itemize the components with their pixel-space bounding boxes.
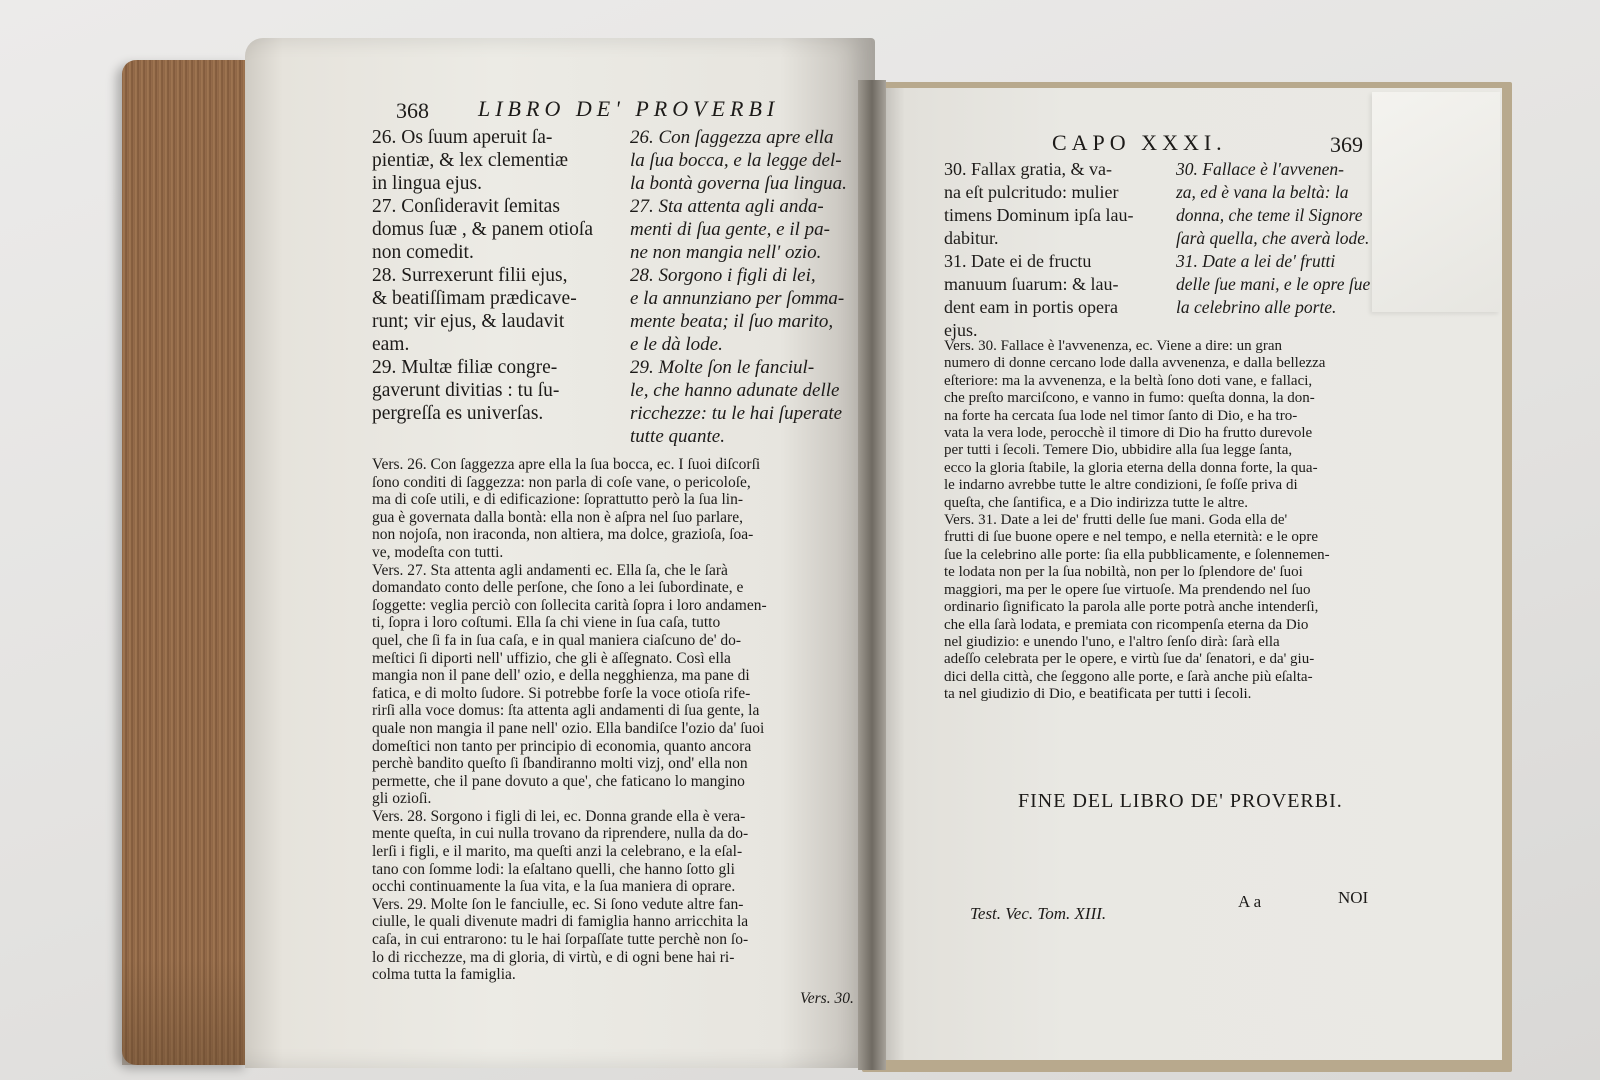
note-line: Vers. 31. Date a lei de' frutti delle ſue mani. Goda ella de' — [944, 512, 1288, 529]
note-line: permette, che il pane dovuto a que', che faticano lo mangino — [372, 772, 745, 790]
note-line: dici della città, che ſeggono alle porte, e ſarà anche più eſalta- — [944, 668, 1313, 685]
latin-line: dent eam in portis opera — [944, 297, 1118, 317]
footer-volume: Test. Vec. Tom. XIII. — [970, 904, 1107, 923]
latin-line: & beatiſſimam prædicave- — [372, 288, 577, 309]
note-line: perchè bandito queſto ſi ſbandiranno molti vizj, ond' ella non — [372, 755, 748, 773]
note-line: ſue la celebrino alle porte: ſia ella pubblicamente, e ſolennemen- — [944, 546, 1330, 563]
note-line: caſa, in cui entrarono: tu le hai ſorpaſſate tutte perchè non ſo- — [372, 931, 749, 949]
latin-line: runt; vir ejus, & laudavit — [372, 311, 565, 332]
note-line: mangia non il pane dell' ozio, e della negghienza, ma pane di — [372, 667, 750, 685]
note-line: adeſſo celebrata per le opere, e virtù ſue da' ſenatori, e da' giu- — [944, 651, 1315, 668]
italian-line: tutte quante. — [630, 426, 725, 447]
italian-line: 28. Sorgono i figli di lei, — [630, 265, 816, 286]
note-line: ſono conditi di ſaggezza: non parla di coſe vane, o pericoloſe, — [372, 473, 751, 491]
note-line: che preſto marciſcono, e vanno in fumo: queſta donna, la don- — [944, 390, 1315, 407]
note-line: vata la vera lode, perocchè il timore di Dio ha frutto durevole — [944, 425, 1313, 442]
latin-line: na eſt pulcritudo: mulier — [944, 182, 1119, 202]
italian-line: 29. Molte ſon le fanciul- — [630, 357, 815, 378]
left-latin-column — [372, 126, 593, 425]
latin-line: timens Dominum ipſa lau- — [944, 205, 1134, 225]
note-line: domandato conto delle perſone, che ſono a lei ſubordinate, e — [372, 579, 744, 597]
note-line: ma di coſe utili, e di edificazione: ſoprattutto però la ſua lin- — [372, 491, 744, 509]
right-page-number: 369 — [1330, 132, 1363, 157]
italian-line: le, che hanno adunate delle — [630, 380, 840, 401]
italian-line: la bontà governa ſua lingua. — [630, 173, 847, 194]
latin-line: dabitur. — [944, 228, 999, 248]
latin-line: eam. — [372, 334, 410, 355]
note-line: eſteriore: ma la avvenenza, e la beltà ſono doti vane, e fallaci, — [944, 372, 1313, 389]
right-commentary — [944, 338, 1330, 704]
left-commentary — [372, 456, 767, 984]
note-line: colma tutta la famiglia. — [372, 966, 516, 984]
latin-line: 30. Fallax gratia, & va- — [944, 159, 1112, 179]
latin-line: manuum ſuarum: & lau- — [944, 274, 1119, 294]
italian-line: la ſua bocca, e la legge del- — [630, 150, 842, 171]
latin-line: non comedit. — [372, 242, 474, 263]
signature-mark: A a — [1238, 892, 1262, 911]
italian-line: donna, che teme il Signore — [1176, 205, 1363, 225]
note-line: tano con ſomme lodi: la eſaltano quelli, che hanno ſotto gli — [372, 860, 735, 878]
note-line: nel giudizio: e unendo l'uno, e l'altro ſenſo dirà: ſarà ella — [944, 633, 1280, 650]
latin-line: 26. Os ſuum aperuit ſa- — [372, 127, 553, 148]
note-line: gli ozioſi. — [372, 790, 432, 808]
italian-line: delle ſue mani, e le opre ſue — [1176, 274, 1371, 294]
note-line: quale non mangia il pane nell' ozio. Ella bandiſce l'ozio da' ſuoi — [372, 719, 765, 737]
note-line: numero di donne cercano lode dalla avvenenza, e dalla bellezza — [944, 355, 1326, 372]
note-line: per tutti i ſecoli. Temere Dio, ubbidire alla ſua legge ſanta, — [944, 442, 1293, 459]
note-line: queſta, che ſantifica, e a Dio indirizza tutte le altre. — [944, 494, 1249, 511]
left-running-head: LIBRO DE' PROVERBI — [478, 96, 780, 121]
italian-line: ricchezze: tu le hai ſuperate — [630, 403, 843, 424]
right-catchword: NOI — [1338, 888, 1369, 907]
note-line: Vers. 26. Con ſaggezza apre ella la ſua bocca, ec. I ſuoi diſcorſi — [372, 456, 761, 473]
note-line: ecco la gloria ſtabile, la gloria eterna della donna forte, la qua- — [944, 459, 1318, 476]
note-line: te lodata non per la ſua nobiltà, non per lo ſplendore de' ſuoi — [944, 564, 1303, 581]
italian-line: e la annunziano per ſomma- — [630, 288, 845, 309]
note-line: ta nel giudizio di Dio, e beatificata per tutti i ſecoli. — [944, 686, 1252, 703]
latin-line: pientiæ, & lex clementiæ — [372, 150, 569, 171]
italian-line: e le dà lode. — [630, 334, 723, 355]
italian-line: ne non mangia nell' ozio. — [630, 242, 822, 263]
note-line: non nojoſa, non iraconda, non altiera, ma dolce, grazioſa, ſoa- — [372, 526, 754, 544]
page-block-edge — [122, 60, 250, 1065]
left-italian-column — [630, 126, 847, 448]
latin-line: 31. Date ei de fructu — [944, 251, 1092, 271]
note-line: maggiori, ma per le opere ſue virtuoſe. Ma prendendo nel ſuo — [944, 581, 1311, 598]
note-line: le indarno avrebbe tutte le altre condizioni, ſe foſſe priva di — [944, 477, 1298, 494]
note-line: na forte ha cercata ſua lode nel timor ſanto di Dio, e ha tro- — [944, 407, 1298, 424]
note-line: che ella ſarà lodata, e premiata con ricompenſa eterna da Dio — [944, 616, 1309, 633]
right-latin-column — [944, 158, 1133, 342]
note-line: fatica, e di molto ſudore. Si potrebbe forſe la voce otioſa rife- — [372, 684, 751, 702]
note-line: meſtici ſi diporti nell' uffizio, che gli è aſſegnato. Così ella — [372, 649, 731, 667]
latin-line: ejus. — [944, 320, 978, 340]
latin-line: in lingua ejus. — [372, 173, 482, 194]
latin-line: 27. Conſideravit ſemitas — [372, 196, 560, 217]
note-line: Vers. 28. Sorgono i figli di lei, ec. Donna grande ella è vera- — [372, 807, 746, 825]
note-line: gua è governata dalla bontà: ella non è aſpra nel ſuo parlare, — [372, 508, 743, 526]
italian-line: 27. Sta attenta agli anda- — [630, 196, 824, 217]
note-line: lo di ricchezze, ma di gloria, di virtù, e di ogni bene hai ri- — [372, 948, 735, 966]
italian-line: 26. Con ſaggezza apre ella — [630, 127, 834, 148]
italian-line: 30. Fallace è l'avvenen- — [1176, 159, 1344, 179]
note-line: frutti di ſue buone opere e nel tempo, e nella eternità: e le opre — [944, 529, 1319, 546]
book-gutter — [858, 80, 886, 1070]
latin-line: 29. Multæ filiæ congre- — [372, 357, 558, 378]
latin-line: gaverunt divitias : tu ſu- — [372, 380, 560, 401]
note-line: ordinario ſignificato la parola alle porte potrà anche intenderſi, — [944, 599, 1319, 616]
italian-line: mente beata; il ſuo marito, — [630, 311, 834, 332]
italian-line: ſarà quella, che averà lode. — [1176, 228, 1370, 248]
folded-corner — [1372, 92, 1500, 312]
latin-line: pergreſſa es univerſas. — [372, 403, 544, 424]
note-line: lerſi i figli, e il marito, ma queſti anzi la celebrano, e la eſal- — [372, 843, 743, 861]
note-line: ti, ſopra i loro coſtumi. Ella ſa chi viene in ſua caſa, tutto — [372, 614, 721, 632]
italian-line: la celebrino alle porte. — [1176, 297, 1337, 317]
note-line: Vers. 29. Molte ſon le fanciulle, ec. Si ſono vedute altre fan- — [372, 895, 744, 913]
latin-line: 28. Surrexerunt filii ejus, — [372, 265, 568, 286]
note-line: mente queſta, in cui nulla trovano da riprendere, nulla da do- — [372, 825, 749, 843]
note-line: Vers. 30. Fallace è l'avvenenza, ec. Viene a dire: un gran — [944, 338, 1283, 354]
left-page-number: 368 — [396, 98, 429, 123]
note-line: rirſi alla voce domus: ſta attenta agli andamenti di ſua gente, la — [372, 702, 760, 720]
italian-line: za, ed è vana la beltà: la — [1176, 182, 1349, 202]
left-catchword: Vers. 30. — [800, 990, 854, 1007]
note-line: ve, modeſta con tutti. — [372, 543, 504, 561]
note-line: ſoggette: veglia perciò con ſollecita carità ſopra i loro andamen- — [372, 596, 767, 614]
right-running-head: CAPO XXXI. — [1052, 130, 1227, 155]
finis-line: FINE DEL LIBRO DE' PROVERBI. — [1018, 790, 1343, 812]
latin-line: domus ſuæ , & panem otioſa — [372, 219, 593, 240]
edge-shadow — [122, 960, 252, 1065]
note-line: quel, che ſi fa in ſua caſa, e in qual maniera ciaſcuno de' do- — [372, 631, 742, 649]
note-line: Vers. 27. Sta attenta agli andamenti ec. Ella ſa, che le ſarà — [372, 561, 728, 579]
note-line: domeſtici non tanto per principio di economia, quanto ancora — [372, 737, 752, 755]
right-italian-column — [1176, 158, 1370, 319]
note-line: occhi continuamente la ſua vita, e la ſua maniera di oprare. — [372, 878, 736, 896]
italian-line: 31. Date a lei de' frutti — [1176, 251, 1336, 271]
italian-line: menti di ſua gente, e il pa- — [630, 219, 830, 240]
note-line: ciulle, le quali divenute madri di famiglia hanno arricchita la — [372, 913, 749, 931]
